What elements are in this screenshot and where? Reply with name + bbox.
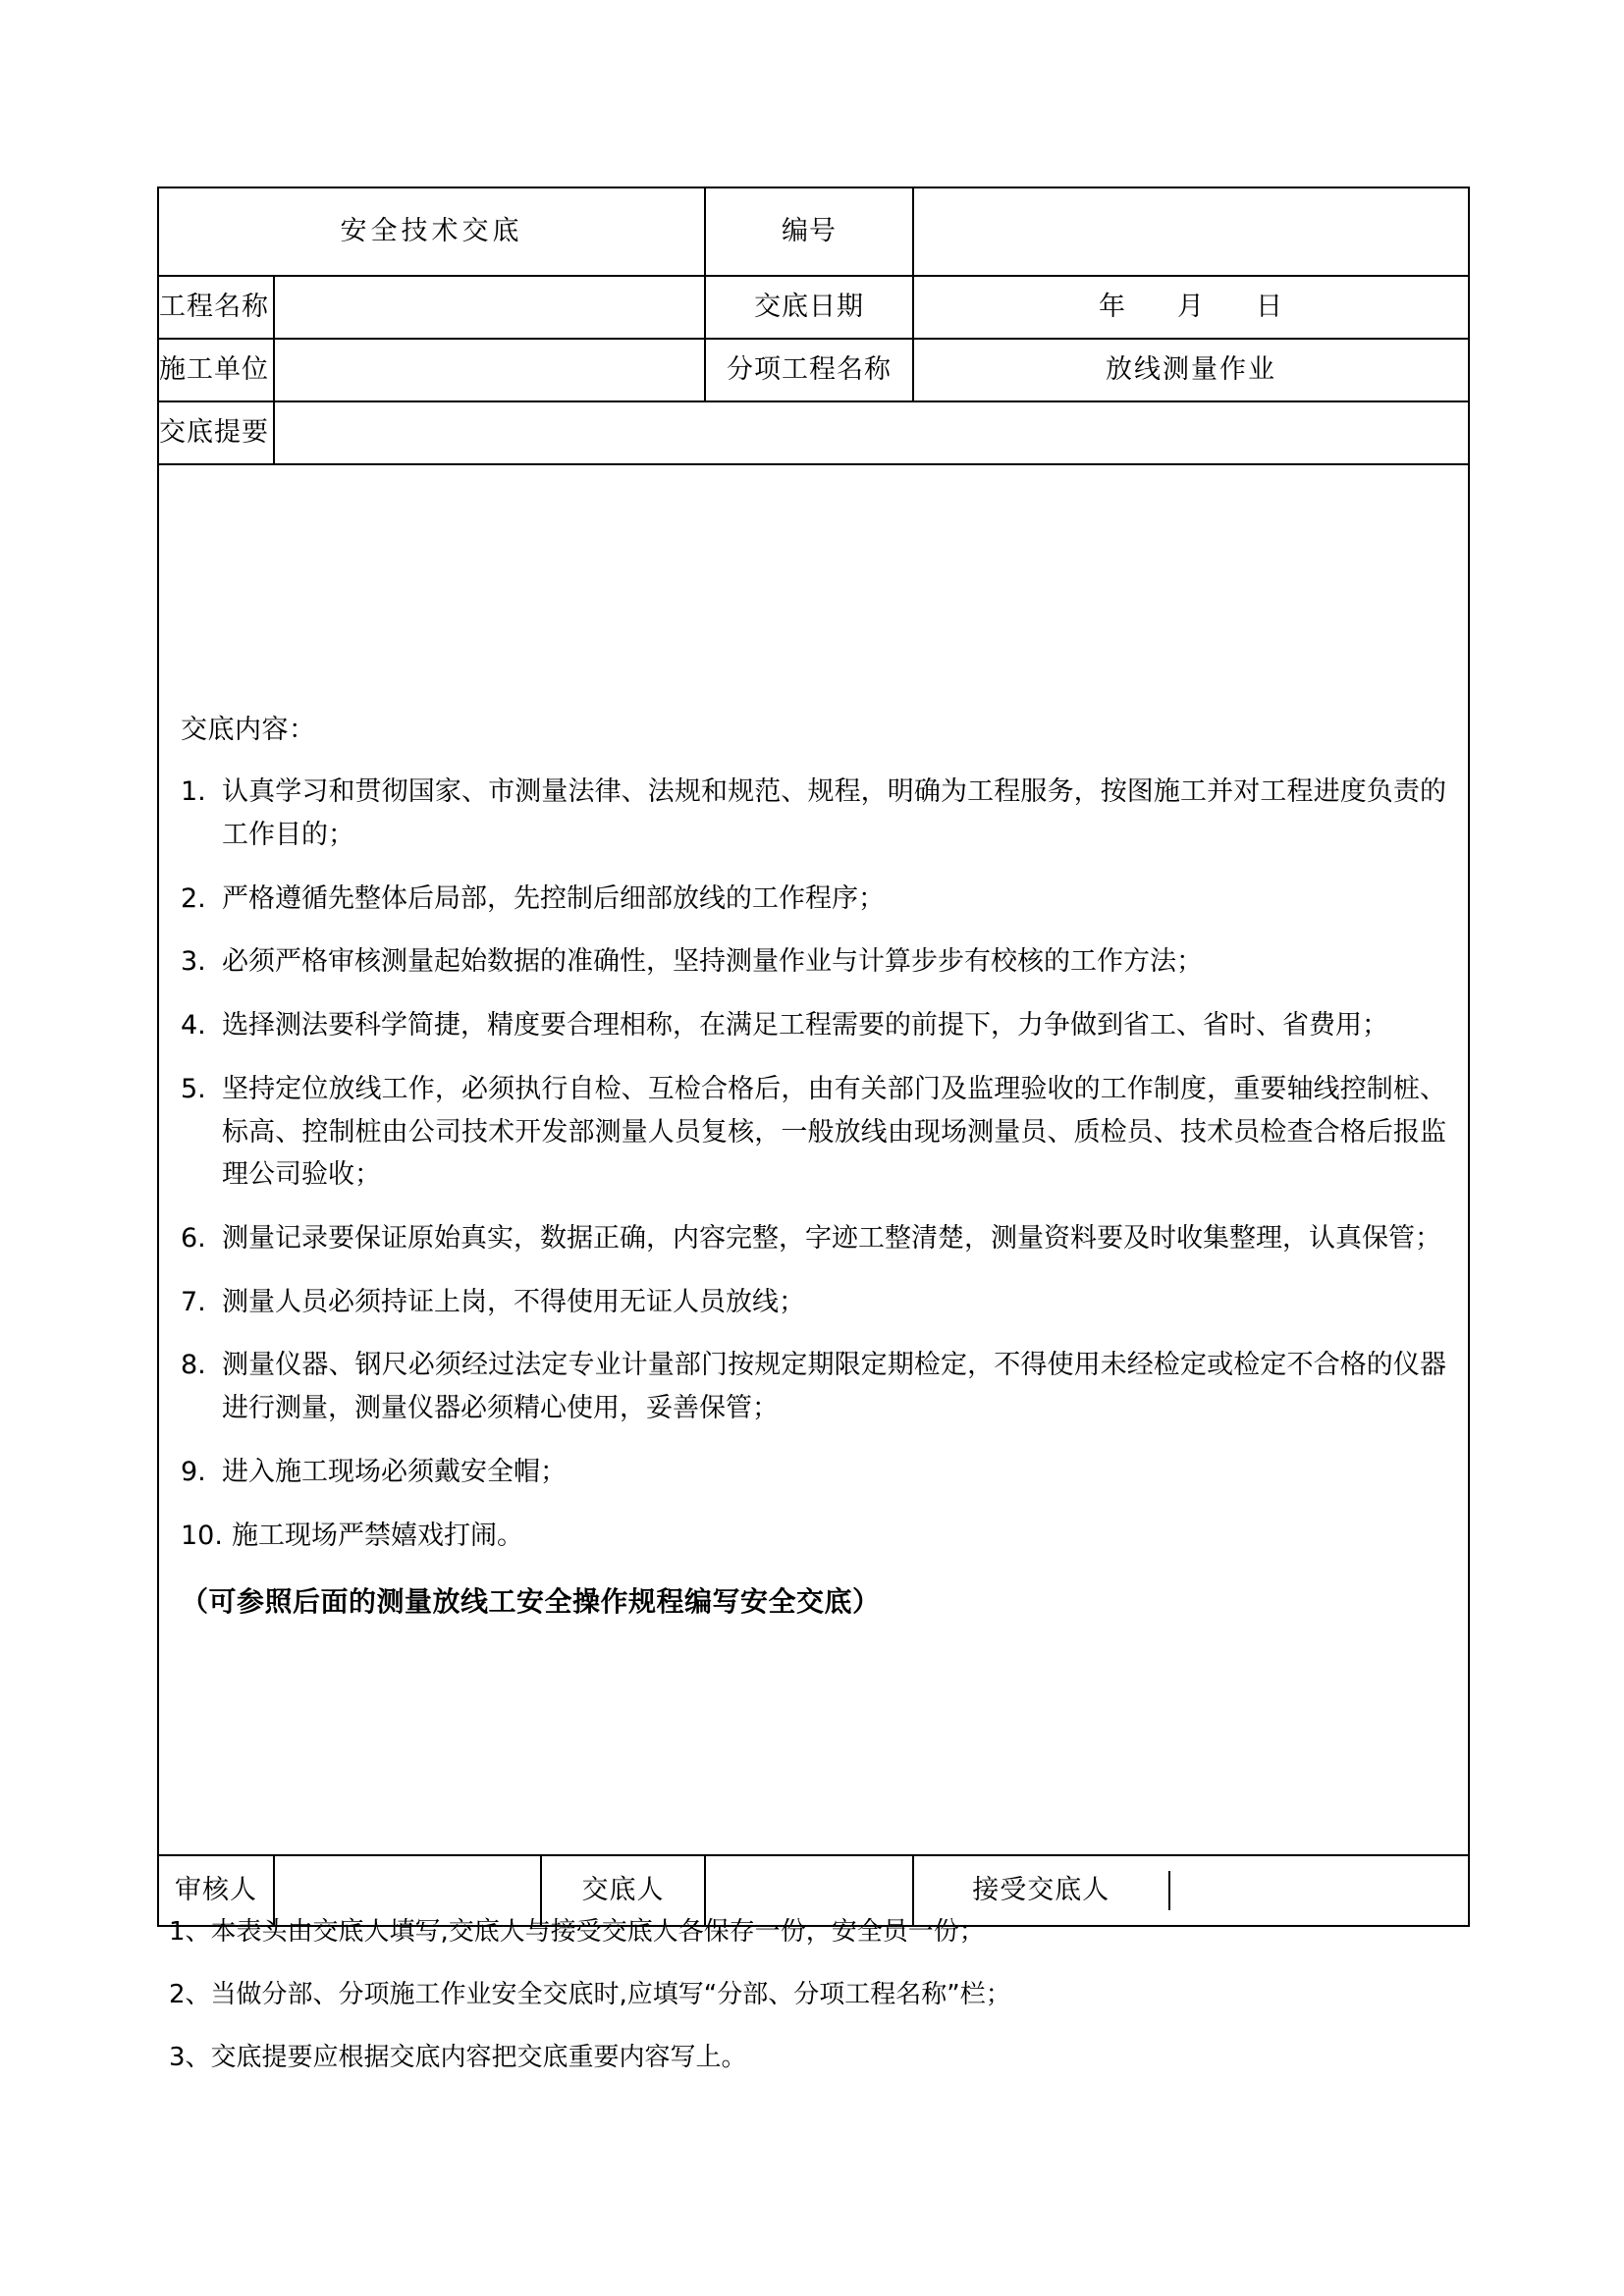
disclosure-item-number: 4. <box>181 1010 206 1041</box>
project-name-row <box>158 276 1469 339</box>
disclosure-item-text: 测量人员必须持证上岗，不得使用无证人员放线； <box>222 1286 805 1317</box>
project-name-label: 工程名称 <box>158 276 274 339</box>
date-day-unit: 日 <box>1256 292 1284 323</box>
disclosure-item <box>181 1515 1446 1558</box>
page-title: 安全技术交底 <box>158 187 705 276</box>
briefing-summary-value-field[interactable] <box>274 401 1469 464</box>
briefing-summary-row <box>158 401 1469 464</box>
content-cell <box>158 464 1469 1855</box>
disclosure-item-text: 测量记录要保证原始真实，数据正确，内容完整，字迹工整清楚，测量资料要及时收集整理，认真保管； <box>222 1223 1441 1254</box>
safety-disclosure-form <box>157 187 1468 1927</box>
disclosure-item <box>181 1344 1446 1429</box>
disclosure-item-text: 施工现场严禁嬉戏打闹。 <box>232 1520 523 1551</box>
footnote: 2、当做分部、分项施工作业安全交底时,应填写“分部、分项工程名称”栏； <box>169 1979 1011 2009</box>
disclosure-item-number: 8. <box>181 1350 206 1381</box>
disclosure-item-text: 认真学习和贯彻国家、市测量法律、法规和规范、规程，明确为工程服务，按图施工并对工程进度负责的工作目的； <box>222 776 1447 850</box>
disclosure-item-number: 5. <box>181 1073 206 1104</box>
briefing-date-value-field[interactable] <box>913 276 1469 339</box>
date-month-unit: 月 <box>1177 292 1206 323</box>
project-name-value-field[interactable] <box>274 276 705 339</box>
disclosure-item <box>181 1451 1446 1494</box>
disclosure-item-number: 2. <box>181 882 206 914</box>
footnote: 1、本表头由交底人填写,交底人与接受交底人各保存一份，安全员一份； <box>169 1917 985 1947</box>
disclosure-item-text: 测量仪器、钢尺必须经过法定专业计量部门按规定期限定期检定，不得使用未经检定或检定不合格的仪器进行测量，测量仪器必须精心使用，妥善保管； <box>222 1350 1447 1424</box>
disclosure-item-number: 10. <box>181 1520 223 1551</box>
date-year-unit: 年 <box>1099 292 1127 323</box>
form-table <box>157 187 1470 1927</box>
receiver-value-field[interactable] <box>1169 1871 1468 1909</box>
construction-unit-row <box>158 339 1469 401</box>
subproject-name-value[interactable]: 放线测量作业 <box>913 339 1469 401</box>
disclosure-item-text: 选择测法要科学简捷，精度要合理相称，在满足工程需要的前提下，力争做到省工、省时、省费用； <box>222 1010 1388 1041</box>
receiver-label: 接受交底人 <box>914 1871 1169 1909</box>
disclosure-item-text: 进入施工现场必须戴安全帽； <box>222 1456 567 1487</box>
disclosure-item <box>181 1281 1446 1324</box>
reference-note: （可参照后面的测量放线工安全操作规程编写安全交底） <box>181 1585 881 1619</box>
disclosure-item <box>181 1217 1446 1260</box>
footnotes-block <box>169 1916 1445 2104</box>
construction-unit-value-field[interactable] <box>274 339 705 401</box>
number-label: 编号 <box>705 187 913 276</box>
disclosure-item <box>181 878 1446 921</box>
title-row <box>158 187 1469 276</box>
number-value-field[interactable] <box>913 187 1469 276</box>
disclosure-item-text: 必须严格审核测量起始数据的准确性，坚持测量作业与计算步步有校核的工作方法； <box>222 946 1203 978</box>
presenter-label: 交底人 <box>541 1855 705 1926</box>
disclosure-item-number: 7. <box>181 1286 206 1317</box>
construction-unit-label: 施工单位 <box>158 339 274 401</box>
disclosure-items-list <box>181 771 1446 1557</box>
disclosure-item <box>181 1004 1446 1047</box>
disclosure-item-text: 坚持定位放线工作，必须执行自检、互检合格后，由有关部门及监理验收的工作制度，重要轴线控制桩、标高、控制桩由公司技术开发部测量人员复核，一般放线由现场测量员、质检员、技术员检查合格后报监理公司验收； <box>222 1073 1447 1191</box>
disclosure-item-number: 1. <box>181 776 206 808</box>
content-heading: 交底内容： <box>181 714 316 745</box>
content-row <box>158 464 1469 1855</box>
disclosure-item-number: 9. <box>181 1456 206 1487</box>
subproject-name-label: 分项工程名称 <box>705 339 913 401</box>
reviewer-label: 审核人 <box>158 1855 274 1926</box>
disclosure-item-number: 6. <box>181 1223 206 1254</box>
footnote: 3、交底提要应根据交底内容把交底重要内容写上。 <box>169 2042 747 2072</box>
briefing-date-label: 交底日期 <box>705 276 913 339</box>
briefing-summary-label: 交底提要 <box>158 401 274 464</box>
disclosure-item <box>181 771 1446 856</box>
disclosure-item <box>181 940 1446 984</box>
disclosure-item-text: 严格遵循先整体后局部，先控制后细部放线的工作程序； <box>222 882 885 914</box>
disclosure-item <box>181 1068 1446 1197</box>
disclosure-item-number: 3. <box>181 946 206 978</box>
